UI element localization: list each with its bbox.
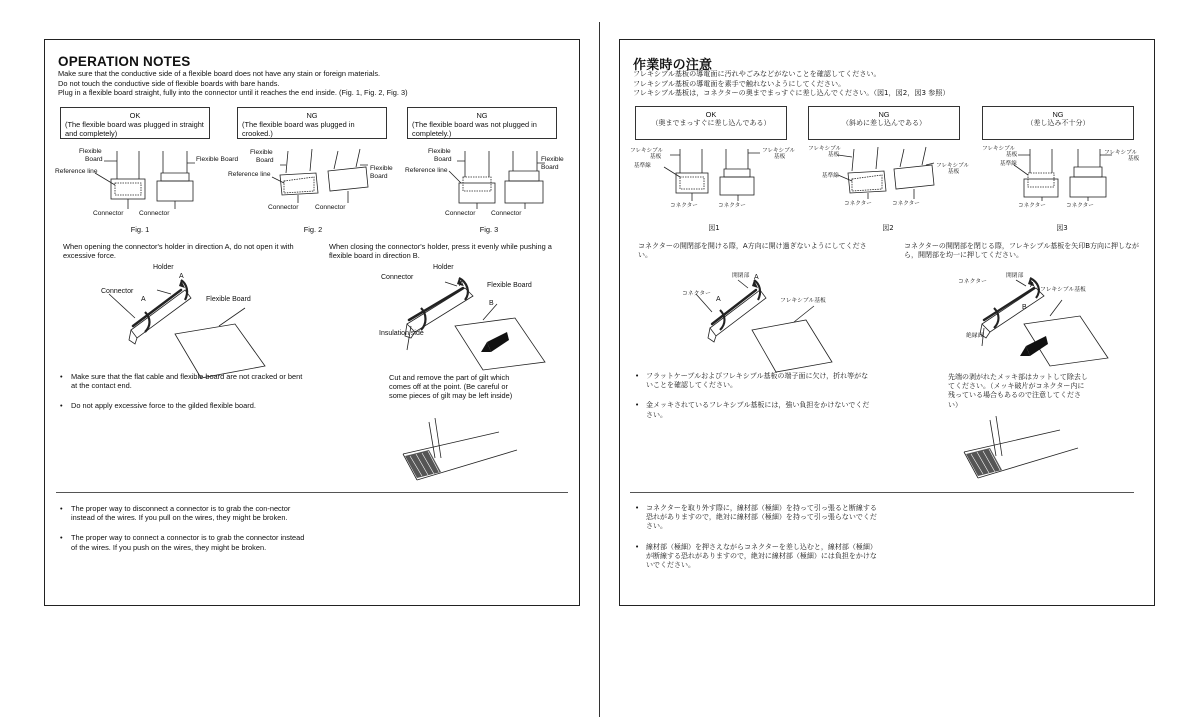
holder-label: Holder — [433, 264, 454, 271]
open-holder-diagram — [680, 268, 830, 373]
board-label: 基板 — [774, 154, 786, 160]
flexible-label: Flexible — [428, 148, 451, 155]
reference-line-label: 基準線 — [634, 163, 651, 169]
insulation-side-label: Insulation side — [379, 330, 424, 337]
fig-2-caption: 図2 — [882, 224, 894, 232]
direction-b-label: B — [1022, 304, 1027, 311]
flexible-label: フレキシブル — [808, 146, 842, 152]
gilt-cut-diagram — [395, 414, 555, 489]
flexible-label: フレキシブル — [982, 146, 1016, 152]
box-body: (The flexible board was plugged in straight and completely) — [65, 120, 204, 138]
box-head: OK — [129, 111, 141, 120]
box-body: （差し込み不十分） — [1026, 119, 1090, 127]
holder-label: 開閉部 — [732, 273, 750, 279]
box-head: NG — [476, 111, 488, 120]
connector-label: コネクター — [670, 203, 698, 209]
reference-line-label: Reference line — [55, 168, 98, 175]
close-holder-diagram — [954, 270, 1114, 375]
connector-label: コネクター — [682, 291, 711, 297]
flexible-label: Flexible — [79, 148, 102, 155]
direction-a-label: A — [179, 273, 184, 280]
flexible-board-label: フレキシブル基板 — [1040, 287, 1086, 293]
holder-label: 開閉部 — [1006, 273, 1024, 279]
fig-3-diagram — [405, 143, 565, 233]
board-label: 基板 — [650, 154, 662, 160]
box-head: OK — [705, 110, 717, 119]
board-label: Board — [85, 156, 103, 163]
box-body: （斜めに差し込んである） — [842, 119, 926, 127]
open-holder-text: コネクターの開閉部を開ける際，A方向に開け過ぎないようにしてください。 — [638, 242, 867, 260]
intro-text — [58, 69, 408, 98]
bullet-item: • Do not apply excessive force to the gilded flexible board. — [60, 401, 310, 410]
flexible-label: フレキシブル — [936, 163, 970, 169]
connector-label: Connector — [491, 210, 522, 217]
fig-1-caption: Fig. 1 — [130, 225, 150, 234]
intro-line: フレキシブル基板の導電面に汚れやごみなどがないことを確認してください。 — [633, 69, 881, 78]
cut-gilt-text: Cut and remove the part of gilt which comes off at the point. (Be careful or some pieces of gilt may be left inside) — [389, 373, 513, 401]
connector-label: Connector — [268, 204, 299, 211]
fig-1-diagram — [55, 143, 239, 233]
gilt-cut-drawing — [395, 414, 555, 484]
reference-line-label: Reference line — [228, 171, 271, 178]
fig-2-diagram — [808, 143, 968, 233]
bullet-item: • フラットケーブルおよびフレキシブル基板の端子面に欠け，折れ等がないことを確認してください。 — [635, 372, 875, 390]
board-label: Board — [256, 157, 274, 164]
open-holder-diagram — [95, 266, 255, 371]
flexible-label: フレキシブル — [762, 148, 796, 154]
flexible-label: Flexible — [250, 149, 273, 156]
fig-2-caption: Fig. 2 — [303, 225, 323, 234]
board-label: Board — [541, 164, 559, 171]
box-head: NG — [878, 110, 890, 119]
connector-label: Connector — [101, 288, 134, 295]
board-label: 基板 — [1006, 152, 1018, 158]
page-title: OPERATION NOTES — [58, 54, 191, 69]
bullet-list — [635, 372, 875, 431]
intro-text — [633, 69, 950, 98]
holder-label: Holder — [153, 264, 174, 271]
bullet-item: • The proper way to disconnect a connector is to grab the con-nector instead of the wires. If you pull on the wires, they might be broken. — [60, 504, 310, 522]
intro-line: Make sure that the conductive side of a flexible board does not have any stain or foreign materials. — [58, 69, 381, 78]
open-holder-drawing — [680, 268, 830, 368]
box-head: NG — [1052, 110, 1064, 119]
gilt-cut-diagram — [956, 412, 1116, 487]
direction-a-label: A — [1030, 282, 1035, 289]
intro-line: Plug in a flexible board straight, fully into the connector until it reaches the end inside. (Fig. 1, Fig. 2, Fig. 3) — [58, 88, 408, 98]
fig-1-caption: 図1 — [708, 224, 720, 232]
close-holder-diagram — [379, 266, 539, 371]
insulation-side-label: 絶縁面 — [966, 333, 984, 339]
bullet-item: • 金メッキされているフレキシブル基板には，強い負担をかけないでください。 — [635, 401, 875, 419]
intro-line: Do not touch the conductive side of flexible boards with bare hands. — [58, 78, 280, 88]
board-label: Board — [434, 156, 452, 163]
ng-crooked-box — [808, 106, 960, 140]
ok-box — [635, 106, 787, 140]
close-holder-text: When closing the connector's holder, press it evenly while pushing a flexible board in direction B. — [329, 242, 552, 261]
connector-label: コネクター — [1018, 203, 1046, 209]
flexible-board-label: Flexible Board — [206, 296, 251, 303]
direction-a-label: A — [754, 274, 759, 281]
intro-line: フレキシブル基板は，コネクターの奥までまっすぐに差し込んでください。（図1，図2，図3 参照） — [633, 88, 950, 98]
open-holder-drawing — [95, 266, 255, 366]
direction-a-label: A — [716, 296, 721, 303]
flexible-label: Flexible — [541, 156, 564, 163]
reference-line-label: 基準線 — [1000, 161, 1017, 167]
connector-label: コネクター — [892, 201, 920, 207]
fig-1-diagram — [630, 143, 796, 233]
board-label: 基板 — [948, 169, 960, 175]
flexible-board-label: Flexible Board — [487, 282, 532, 289]
box-body: (The flexible board was plugged in crooked.) — [242, 120, 355, 138]
connector-handling-list — [635, 504, 880, 581]
section-divider — [630, 492, 1134, 493]
reference-line-label: Reference line — [405, 167, 448, 174]
direction-a-label: A — [459, 281, 464, 288]
connector-label: Connector — [315, 204, 346, 211]
ok-box — [60, 107, 210, 139]
board-label: Board — [370, 173, 388, 180]
direction-b-label: B — [489, 300, 494, 307]
page-divider — [599, 22, 600, 717]
close-holder-text: コネクターの開閉部を閉じる際，フレキシブル基板を矢印B方向に押しながら，開閉部を均一に押してください。 — [904, 242, 1140, 260]
connector-label: Connector — [381, 274, 414, 281]
ng-incomplete-box — [982, 106, 1134, 140]
fig-3-caption: Fig. 3 — [479, 225, 499, 234]
bullet-item: • 線材部（極細）を押さえながらコネクターを差し込むと，線材部（極細）が断線する恐れがありますので，絶対に線材部（極細）には負担をかけないでください。 — [635, 543, 880, 571]
connector-handling-list — [60, 504, 310, 563]
connector-label: コネクター — [1066, 203, 1094, 209]
connector-label: コネクター — [844, 201, 872, 207]
connector-label: コネクター — [958, 279, 987, 285]
ng-incomplete-box — [407, 107, 557, 139]
direction-a-label: A — [141, 296, 146, 303]
operation-notes-panel-en — [44, 39, 580, 606]
flexible-board-label: Flexible Board — [196, 156, 239, 163]
connector-label: コネクター — [718, 203, 746, 209]
bullet-list — [60, 372, 310, 422]
box-body: （奥までまっすぐに差し込んである） — [651, 119, 771, 127]
flexible-label: フレキシブル — [1104, 150, 1138, 156]
operation-notes-panel-ja — [619, 39, 1155, 606]
fig-3-diagram — [982, 143, 1142, 233]
fig-2-diagram — [228, 143, 393, 233]
box-body: (The flexible board was not plugged in completely.) — [412, 120, 537, 138]
gilt-cut-drawing — [956, 412, 1116, 482]
cut-gilt-text: 先端の剥がれたメッキ部はカットして除去してください。（メッキ破片がコネクター内に残っている場合もあるので注意してください） — [948, 373, 1088, 409]
flexible-label: Flexible — [370, 165, 393, 172]
connector-label: Connector — [139, 210, 170, 217]
box-head: NG — [306, 111, 318, 120]
open-holder-text: When opening the connector's holder in direction A, do not open it with excessive force. — [63, 242, 294, 261]
section-divider — [56, 492, 568, 493]
connector-label: Connector — [93, 210, 124, 217]
flexible-board-label: フレキシブル基板 — [780, 298, 826, 304]
ng-crooked-box — [237, 107, 387, 139]
board-label: 基板 — [828, 152, 840, 158]
board-label: 基板 — [1128, 156, 1140, 162]
bullet-item: • The proper way to connect a connector is to grab the connector instead of the wires. If you push on the wires, they might be broken. — [60, 533, 310, 551]
page-title: 作業時の注意 — [633, 58, 713, 73]
intro-line: フレキシブル基板の導電面を素手で触れないようにしてください。 — [633, 78, 846, 88]
connector-label: Connector — [445, 210, 476, 217]
flexible-label: フレキシブル — [630, 148, 664, 154]
bullet-item: • Make sure that the flat cable and flexible board are not cracked or bent at the contact end. — [60, 372, 310, 390]
fig-3-caption: 図3 — [1056, 224, 1068, 232]
reference-line-label: 基準線 — [822, 173, 839, 179]
bullet-item: • コネクターを取り外す際に，線材部（極細）を持って引っ張ると断線する恐れがありますので，絶対に線材部（極細）を持って引っ張らないでください。 — [635, 504, 880, 532]
